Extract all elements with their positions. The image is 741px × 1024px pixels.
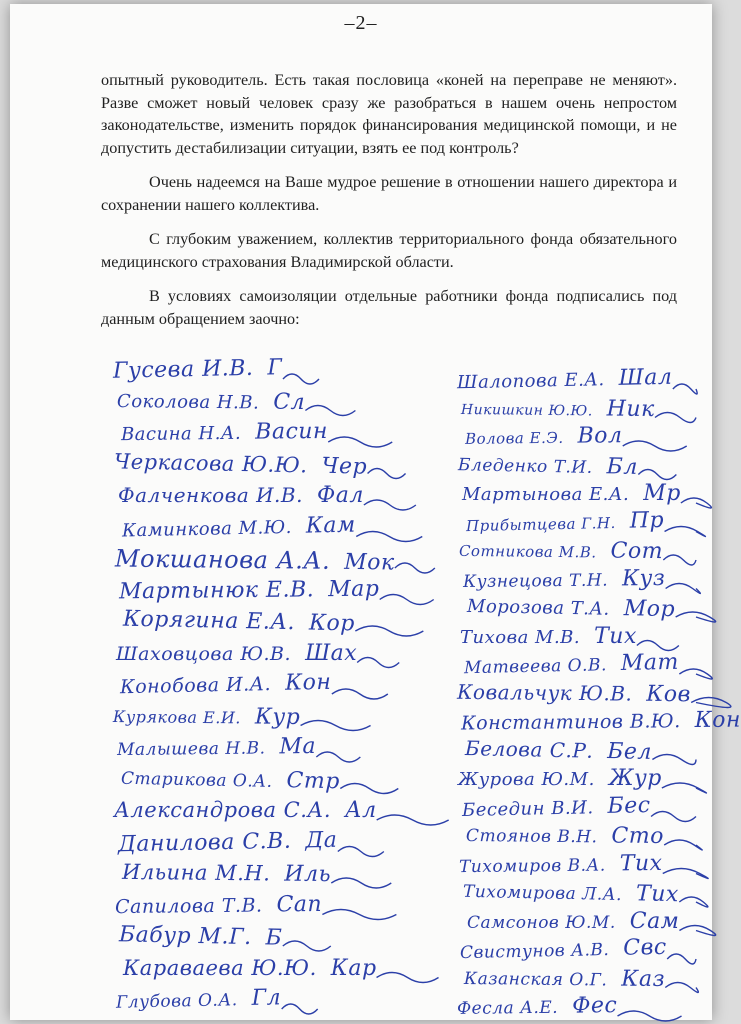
signature-name: Мокшанова А.А.	[114, 544, 331, 575]
signature-name: Морозова Т.А.	[466, 595, 610, 620]
signature-name: Прибытцева Г.Н.	[465, 513, 616, 535]
signature-mark: Ник	[606, 396, 655, 422]
signature-signatures_right-19	[463, 878, 679, 908]
signature-mark: Шах	[305, 640, 358, 666]
signature-mark: Стр	[286, 767, 341, 794]
signature-signatures_right-16	[462, 793, 651, 822]
signature-mark: Сап	[276, 891, 323, 917]
signature-name: Стоянов В.Н.	[465, 825, 598, 848]
signature-name: Волова Е.Э.	[464, 428, 564, 448]
signature-name: Казанская О.Г.	[463, 968, 608, 990]
signature-name: Никишкин Ю.Ю.	[460, 401, 593, 419]
flourish-stroke	[301, 721, 371, 731]
signature-mark: Б	[265, 925, 283, 951]
signature-name: Бледенко Т.И.	[457, 454, 593, 478]
flourish-stroke	[655, 413, 696, 423]
signature-name: Гусева И.В.	[112, 355, 254, 384]
signature-mark: Тих	[594, 623, 637, 649]
flourish-stroke	[664, 840, 702, 850]
handwritten-signatures	[10, 349, 741, 1019]
signature-name: Ковальчук Ю.В.	[456, 679, 633, 706]
signature-mark: Тих	[635, 881, 680, 908]
signature-mark: Мор	[623, 596, 676, 623]
flourish-stroke	[691, 698, 731, 708]
signature-name: Беседин В.И.	[461, 796, 594, 821]
flourish-stroke	[679, 926, 715, 936]
flourish-stroke	[395, 563, 435, 573]
signature-name: Соколова Н.В.	[116, 390, 260, 414]
signature-signatures_right-23	[457, 993, 618, 1020]
signature-name: Константинов В.Ю.	[460, 710, 681, 735]
signature-name: Белова С.Р.	[464, 735, 594, 763]
signature-signatures_left-4	[114, 449, 368, 479]
signature-signatures_left-20	[123, 956, 377, 981]
signature-mark: Мат	[620, 649, 680, 676]
flourish-stroke	[665, 983, 698, 993]
signature-mark: Бес	[607, 792, 651, 819]
signature-name: Александрова С.А.	[114, 798, 331, 822]
signature-mark: Бел	[606, 738, 653, 765]
signature-signatures_right-20	[467, 909, 679, 934]
flourish-stroke	[322, 910, 396, 920]
signature-mark: Кор	[308, 610, 356, 637]
signature-mark: Ал	[345, 798, 377, 823]
flourish-stroke	[623, 441, 687, 451]
signature-signatures_right-8	[463, 565, 666, 592]
signature-name: Тихова М.В.	[460, 626, 581, 648]
signature-mark: Жур	[608, 766, 662, 791]
signature-signatures_right-22	[464, 964, 665, 991]
signature-mark: Каз	[621, 966, 666, 992]
flourish-stroke	[667, 954, 696, 964]
flourish-stroke	[283, 374, 319, 384]
flourish-stroke	[652, 755, 696, 765]
signature-signatures_right-14	[465, 736, 652, 765]
flourish-stroke	[355, 626, 423, 636]
signature-name: Корягина Е.А.	[122, 606, 296, 636]
signature-mark: Фес	[572, 993, 618, 1019]
signature-mark: Сам	[629, 908, 680, 934]
signature-mark: Кам	[305, 512, 357, 539]
flourish-stroke	[676, 612, 716, 622]
signature-signatures_right-3	[465, 423, 623, 450]
signature-signatures_left-3	[121, 419, 328, 446]
signature-signatures_right-10	[460, 624, 637, 649]
signature-signatures_left-19	[119, 922, 283, 950]
letter-body	[101, 69, 677, 342]
flourish-stroke	[331, 878, 391, 888]
flourish-stroke	[364, 500, 416, 510]
signature-name: Васина Н.А.	[120, 422, 242, 446]
signature-mark: Мок	[344, 549, 395, 576]
signature-signatures_right-7	[459, 537, 663, 564]
signature-mark: Куз	[621, 565, 666, 591]
flourish-stroke	[679, 897, 708, 907]
signature-name: Конобова И.А.	[119, 673, 272, 699]
signature-name: Самсонов Ю.М.	[467, 912, 616, 933]
signature-signatures_left-12	[113, 703, 301, 730]
flourish-stroke	[283, 941, 331, 951]
signature-name: Курякова Е.И.	[112, 706, 242, 727]
signature-mark: Г	[267, 355, 283, 381]
flourish-stroke	[356, 532, 422, 542]
signature-mark: Ма	[279, 733, 317, 760]
signature-signatures_left-2	[117, 388, 305, 415]
signature-signatures_right-12	[457, 679, 691, 706]
signature-signatures_left-13	[117, 734, 316, 761]
signature-mark: Кон	[694, 707, 741, 734]
flourish-stroke	[305, 406, 355, 416]
signature-mark: Чер	[321, 453, 368, 480]
signature-name: Свистунов А.В.	[459, 940, 610, 964]
signature-name: Шалопова Е.А.	[456, 369, 605, 394]
signature-signatures_right-11	[464, 650, 679, 679]
signature-mark: Васин	[255, 418, 329, 445]
flourish-stroke	[338, 847, 384, 857]
signature-name: Кузнецова Т.Н.	[462, 570, 609, 592]
signature-name: Тихомиров В.А.	[458, 855, 606, 877]
signature-name: Бабур М.Г.	[118, 922, 252, 951]
flourish-stroke	[673, 384, 697, 394]
signature-name: Данилова С.В.	[117, 828, 292, 857]
signature-mark: Гл	[251, 985, 282, 1011]
signature-mark: Бл	[606, 453, 639, 480]
signature-name: Сапилова Т.В.	[114, 894, 263, 918]
signature-name: Тихомирова Л.А.	[462, 881, 623, 906]
signature-mark: Сто	[611, 823, 665, 850]
flourish-stroke	[662, 783, 707, 793]
paragraph-1: опытный руководитель. Есть такая пословица «коней на переправе не меняют». Разве сможет новый человек сразу же разобраться в нашем очень непростом законодательстве, изменить порядок финансирования медицинской помощи, и не допустить дестабилизации ситуации, взять ее под контроль?	[101, 71, 677, 157]
signature-signatures_left-6	[122, 512, 356, 542]
signature-signatures_right-9	[467, 593, 676, 622]
flourish-stroke	[316, 752, 360, 762]
signature-mark: Фал	[316, 483, 364, 508]
signature-signatures_left-9	[123, 607, 355, 637]
signature-name: Журова Ю.М.	[458, 769, 595, 790]
flourish-stroke	[681, 498, 712, 508]
flourish-stroke	[651, 812, 696, 822]
signature-signatures_left-7	[115, 545, 395, 576]
signature-mark: Мар	[328, 576, 380, 602]
signature-name: Каминкова М.Ю.	[121, 516, 293, 541]
signature-signatures_left-16	[118, 827, 338, 857]
signature-signatures_left-1	[113, 355, 283, 384]
signature-mark: Шал	[618, 364, 673, 391]
signature-signatures_right-6	[466, 507, 665, 536]
signature-mark: Иль	[284, 861, 332, 888]
signature-signatures_right-1	[457, 365, 673, 395]
signature-signatures_right-17	[466, 822, 664, 849]
signature-mark: Вол	[577, 423, 623, 449]
signature-name: Фалченкова И.В.	[118, 483, 303, 507]
signature-signatures_left-11	[120, 670, 332, 699]
signature-signatures_left-8	[119, 576, 380, 604]
signature-name: Малышева Н.В.	[116, 738, 266, 761]
signature-name: Черкасова Ю.Ю.	[113, 448, 308, 477]
document-page	[10, 4, 741, 1020]
signature-signatures_left-21	[116, 985, 282, 1013]
signature-signatures_left-14	[121, 764, 340, 794]
signature-name: Караваева Ю.Ю.	[123, 955, 317, 980]
flourish-stroke	[663, 869, 708, 879]
flourish-stroke	[380, 595, 434, 605]
flourish-stroke	[357, 658, 399, 668]
signature-signatures_left-18	[115, 891, 322, 918]
signature-mark: Кур	[254, 704, 301, 730]
flourish-stroke	[332, 689, 388, 699]
signature-name: Мартынюк Е.В.	[118, 576, 315, 604]
signature-name: Матвеева О.В.	[463, 655, 608, 679]
flourish-stroke	[282, 1004, 318, 1014]
flourish-stroke	[368, 469, 406, 479]
signature-mark: Свс	[622, 934, 667, 961]
flourish-stroke	[377, 815, 449, 825]
flourish-stroke	[665, 527, 706, 537]
signature-mark: Ков	[646, 681, 692, 707]
signature-mark: Пр	[629, 507, 665, 534]
signature-name: Глубова О.А.	[115, 990, 238, 1013]
paragraph-2: Очень надеемся на Ваше мудрое решение в отношении нашего директора и сохранении нашего коллектива.	[101, 173, 677, 214]
signature-mark: Кон	[284, 669, 332, 696]
signature-signatures_left-15	[114, 798, 377, 823]
flourish-stroke	[328, 437, 392, 447]
signature-signatures_right-15	[458, 766, 662, 791]
flourish-stroke	[679, 669, 712, 679]
flourish-stroke	[377, 973, 439, 983]
signature-signatures_right-2	[461, 394, 655, 421]
flourish-stroke	[618, 1011, 682, 1021]
signature-mark: Сот	[610, 538, 664, 565]
signature-mark: Тих	[619, 850, 663, 876]
signature-mark: Мр	[643, 481, 681, 506]
flourish-stroke	[340, 784, 398, 794]
signature-signatures_right-18	[459, 850, 663, 877]
signature-signatures_right-5	[462, 481, 681, 506]
signature-mark: Да	[305, 827, 338, 853]
flourish-stroke	[663, 555, 696, 565]
flourish-stroke	[638, 470, 676, 480]
signature-mark: Сл	[273, 389, 306, 415]
signature-signatures_left-5	[118, 483, 364, 508]
signature-signatures_left-10	[116, 641, 357, 666]
paragraph-3: С глубоким уважением, коллектив территориального фонда обязательного медицинского страхования Владимирской области.	[101, 230, 677, 271]
signature-signatures_right-13	[461, 708, 741, 736]
paragraph-4: В условиях самоизоляции отдельные работники фонда подписались под данным обращением заочно:	[101, 287, 677, 328]
signature-signatures_right-4	[458, 451, 638, 480]
signature-mark: Кар	[330, 955, 377, 981]
page-number: –2–	[344, 12, 378, 34]
signature-signatures_left-17	[122, 860, 331, 887]
flourish-stroke	[666, 584, 701, 594]
signature-name: Сотникова М.В.	[458, 541, 597, 562]
signature-signatures_right-21	[460, 935, 667, 964]
signature-name: Старикова О.А.	[120, 768, 273, 792]
signature-name: Шаховцова Ю.В.	[116, 642, 292, 665]
signature-name: Фесла А.Е.	[456, 997, 559, 1019]
signature-name: Мартынова Е.А.	[462, 484, 630, 505]
signature-name: Ильина М.Н.	[121, 859, 271, 886]
